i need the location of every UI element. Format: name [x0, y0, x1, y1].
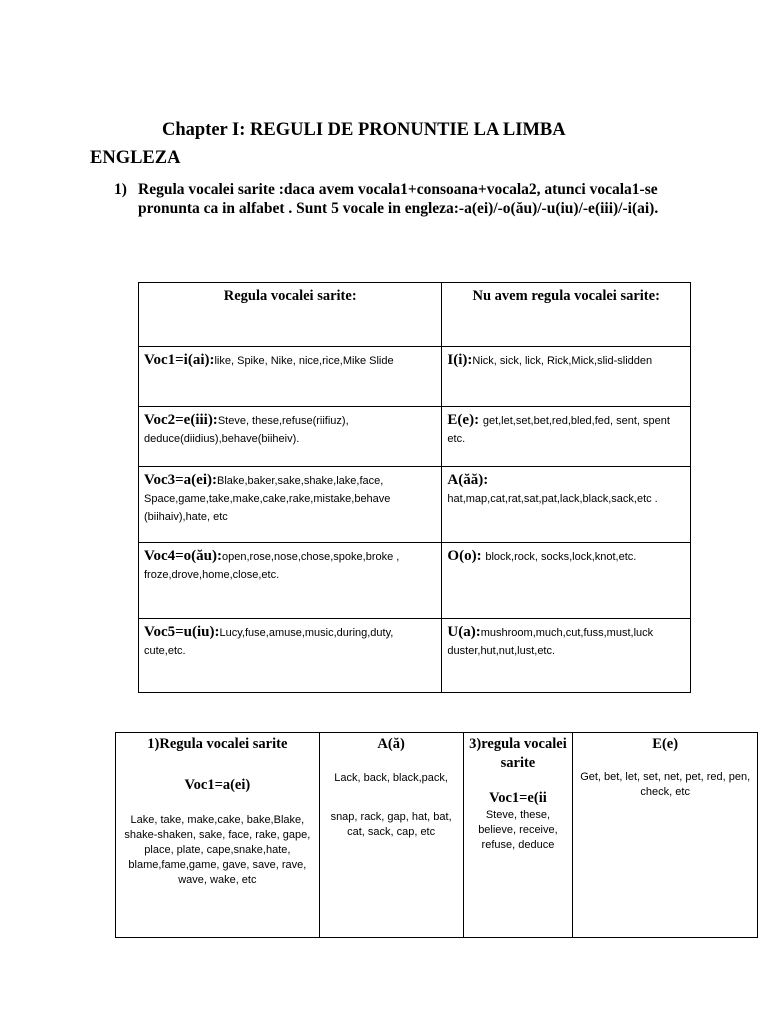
example-words: Blake,baker,sake,shake,lake,face, Space,game,take,make,cake,rake,mistake,behave (biihaiv),hate, etc: [144, 475, 391, 523]
examples-col-e-short: [573, 733, 758, 938]
col-heading: 1)Regula vocalei sarite: [147, 736, 288, 752]
table-cell: [442, 407, 691, 467]
chapter-title-line2: ENGLEZA: [90, 148, 181, 168]
vowel-label: Voc4=o(ău):: [144, 548, 222, 564]
table-row: [139, 407, 691, 467]
example-words: Lake, take, make,cake, bake,Blake, shake-shaken, sake, face, rake, gape, place, plate, cape,snake,hate, blame,fame,game, gave, save, rave, wave, wake, etc: [124, 814, 311, 886]
rule-paragraph: [114, 180, 674, 218]
vowel-label: I(i):: [447, 352, 473, 368]
example-words: get,let,set,bet,red,bled,fed, sent, spent etc.: [447, 415, 670, 445]
examples-col-rule-e: [463, 733, 573, 938]
table-header-row: [139, 283, 691, 347]
chapter-title: [90, 116, 690, 172]
examples-table: [115, 732, 758, 938]
vowel-label: Voc1=i(ai):: [144, 352, 215, 368]
table-cell: [442, 619, 691, 693]
example-words: hat,map,cat,rat,sat,pat,lack,black,sack,etc .: [447, 493, 658, 505]
table-cell: [139, 467, 442, 543]
example-words: snap, rack, gap, hat, bat, cat, sack, cap, etc: [330, 811, 452, 838]
example-words: open,rose,nose,chose,spoke,broke , froze,drove,home,close,etc.: [144, 551, 400, 581]
example-words: Steve, these,refuse(riifiuz), deduce(diidius),behave(biiheiv).: [144, 415, 349, 445]
chapter-title-line1: Chapter I: REGULI DE PRONUNTIE LA LIMBA: [162, 120, 566, 140]
table-cell: [442, 543, 691, 619]
table-cell: [442, 467, 691, 543]
table-cell: [139, 619, 442, 693]
example-words: Lucy,fuse,amuse,music,during,duty, cute,etc.: [144, 627, 394, 657]
table-cell: [442, 347, 691, 407]
header-rule-applies: Regula vocalei sarite:: [139, 283, 442, 347]
vowel-label: O(o):: [447, 548, 486, 564]
vowel-label: E(e):: [447, 412, 483, 428]
examples-col-a-short: [319, 733, 463, 938]
example-words: Lack, back, black,pack,: [334, 772, 448, 784]
header-rule-not-applies: Nu avem regula vocalei sarite:: [442, 283, 691, 347]
example-words: like, Spike, Nike, nice,rice,Mike Slide: [214, 355, 394, 367]
vowel-label: A(ăă):: [447, 472, 489, 488]
vowel-label: Voc2=e(iii):: [144, 412, 218, 428]
table-cell: [139, 347, 442, 407]
example-words: mushroom,much,cut,fuss,must,luck duster,hut,nut,lust,etc.: [447, 627, 654, 657]
col-heading: E(e): [652, 736, 679, 752]
examples-col-rule-a: [116, 733, 320, 938]
example-words: Steve, these, believe, receive, refuse, deduce: [478, 809, 558, 851]
vowel-rule-table: [138, 282, 691, 693]
table-row: [139, 543, 691, 619]
example-words: block,rock, socks,lock,knot,etc.: [485, 551, 637, 563]
table-row: [116, 733, 758, 938]
col-heading: 3)regula vocalei sarite: [469, 736, 567, 771]
example-words: Get, bet, let, set, net, pet, red, pen, check, etc: [580, 771, 751, 798]
col-heading: A(ă): [377, 736, 405, 752]
col-subheading: Voc1=a(ei): [184, 777, 251, 793]
vowel-label: U(a):: [447, 624, 481, 640]
table-row: [139, 467, 691, 543]
table-row: [139, 619, 691, 693]
vowel-label: Voc5=u(iu):: [144, 624, 220, 640]
rule-number: 1): [114, 181, 127, 198]
table-row: [139, 347, 691, 407]
example-words: Nick, sick, lick, Rick,Mick,slid-slidden: [472, 355, 653, 367]
table-cell: [139, 543, 442, 619]
vowel-label: Voc3=a(ei):: [144, 472, 217, 488]
rule-text: Regula vocalei sarite :daca avem vocala1+consoana+vocala2, atunci vocala1-se pronunta ca in alfabet . Sunt 5 vocale in engleza:-a(ei)/-o(ău)/-u(iu)/-e(iii)/-i(ai).: [138, 181, 659, 217]
col-subheading: Voc1=e(ii: [489, 790, 547, 806]
table-cell: [139, 407, 442, 467]
